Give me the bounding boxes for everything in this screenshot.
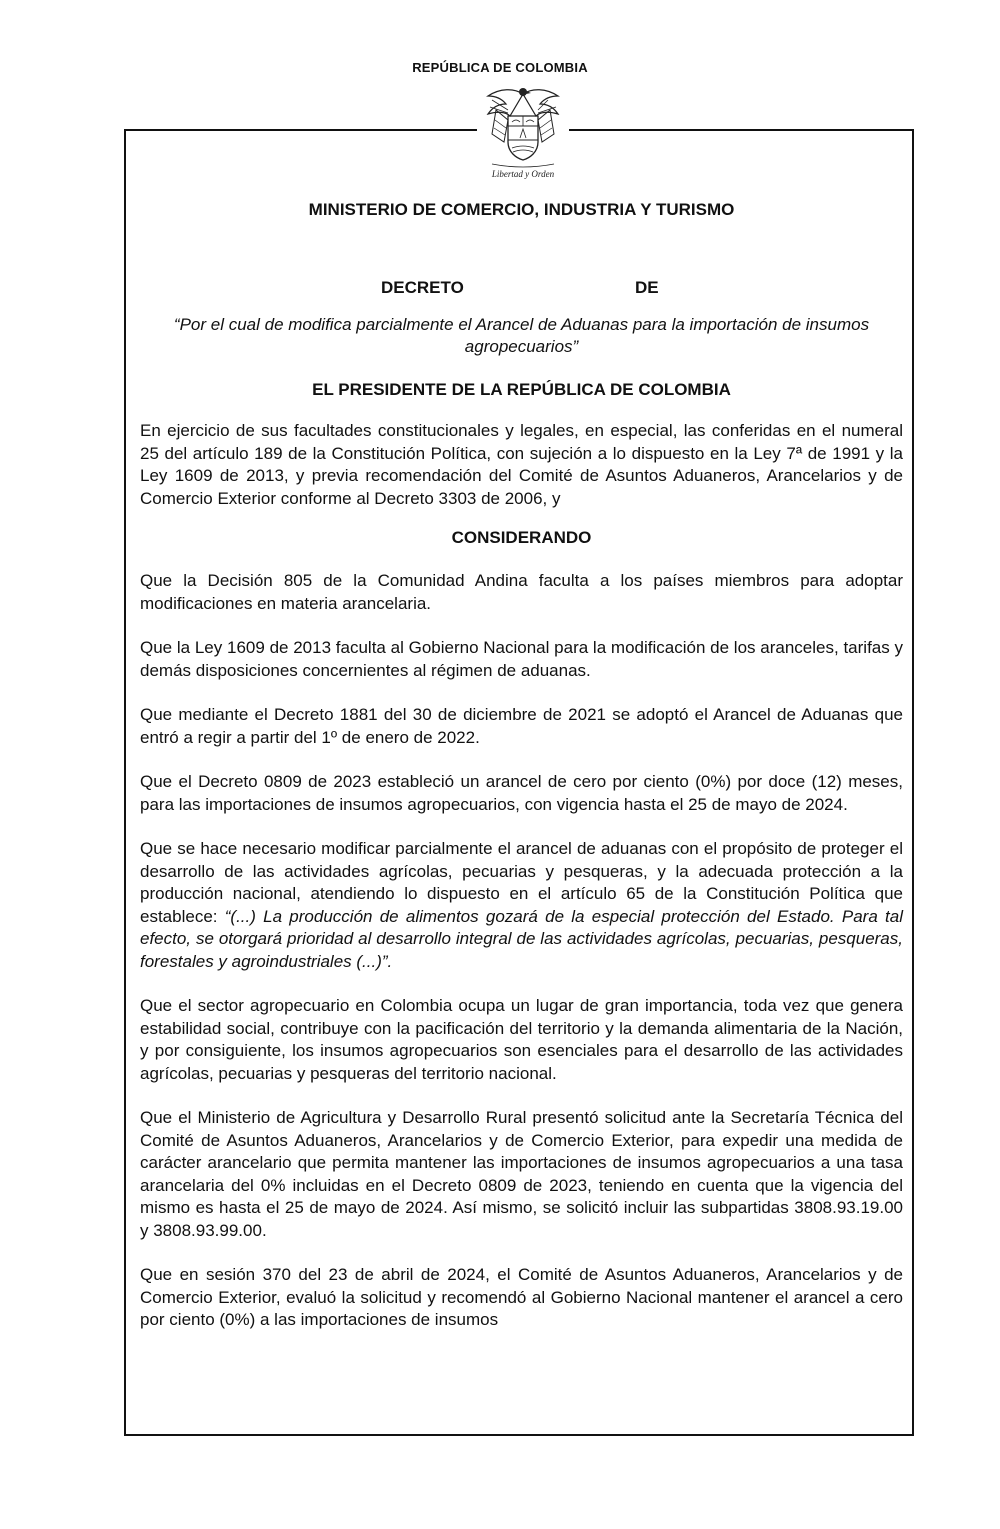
coat-of-arms-seal	[478, 80, 568, 184]
considerando-paragraph-4: Que el Decreto 0809 de 2023 estableció un arancel de cero por ciento (0%) por doce (12) meses, para las importaciones de insumos agropecuarios, con vigencia hasta el 25 de mayo de 2024.	[140, 772, 903, 814]
president-heading: EL PRESIDENTE DE LA REPÚBLICA DE COLOMBIA	[312, 380, 731, 399]
seal-motto: Libertad y Orden	[491, 169, 555, 179]
decree-line	[140, 278, 903, 300]
considerando-5-text: Que se hace necesario modificar parcialmente el arancel de aduanas con el propósito de proteger el desarrollo de las actividades agrícolas, pecuarias y pesqueras, y la adecuada protección a la producción nacional, atendiendo lo dispuesto en el artículo 65 de la Constitución Política que establece:	[140, 839, 903, 926]
considerando-paragraph-3: Que mediante el Decreto 1881 del 30 de diciembre de 2021 se adoptó el Arancel de Aduanas que entró a regir a partir del 1º de enero de 2022.	[140, 705, 903, 747]
considerando-paragraph-8: Que en sesión 370 del 23 de abril de 2024, el Comité de Asuntos Aduaneros, Arancelarios y de Comercio Exterior, evaluó la solicitud y recomendó al Gobierno Nacional mantener el arancel a cero por ciento (0%) a las importaciones de insumos	[140, 1265, 903, 1329]
considerando-heading: CONSIDERANDO	[451, 528, 592, 547]
document-body	[140, 200, 903, 1332]
decree-label: DECRETO	[381, 278, 464, 297]
considerando-paragraph-5	[140, 838, 903, 973]
decree-de: DE	[635, 278, 659, 297]
intro-paragraph: En ejercicio de sus facultades constitucionales y legales, en especial, las conferidas en el numeral 25 del artículo 189 de la Constitución Política, con sujeción a lo dispuesto en la Ley 7ª de 1991 y la Ley 1609 de 2013, y previa recomendación del Comité de Asuntos Aduaneros, Arancelarios y de Comercio Exterior conforme al Decreto 3303 de 2006, y	[140, 421, 903, 508]
constitution-quote: “(...) La producción de alimentos gozará de la especial protección del Estado. Para tal efecto, se otorgará prioridad al desarrollo integral de las actividades agrícolas, pecuarias, pesqueras, forestales y agroindustriales (...)”.	[140, 906, 903, 971]
considerando-paragraph-7: Que el Ministerio de Agricultura y Desarrollo Rural presentó solicitud ante la Secretaría Técnica del Comité de Asuntos Aduaneros, Arancelarios y de Comercio Exterior, para expedir una medida de carácter arancelario que permita mantener las importaciones de insumos agropecuarios a una tasa arancelaria del 0% incluidas en el Decreto 0809 de 2023, teniendo en cuenta que la vigencia del mismo es hasta el 25 de mayo de 2024. Así mismo, se solicitó incluir las subpartidas 3808.93.19.00 y 3808.93.99.00.	[140, 1108, 903, 1240]
decree-subtitle: “Por el cual de modifica parcialmente el Arancel de Aduanas para la importación de insumos agropecuarios”	[173, 315, 870, 356]
country-header: REPÚBLICA DE COLOMBIA	[412, 60, 588, 75]
considerando-paragraph-2: Que la Ley 1609 de 2013 faculta al Gobierno Nacional para la modificación de los aranceles, tarifas y demás disposiciones concernientes al régimen de aduanas.	[140, 638, 903, 680]
coat-of-arms-icon	[478, 80, 568, 184]
ministry-title: MINISTERIO DE COMERCIO, INDUSTRIA Y TURISMO	[308, 200, 735, 219]
considerando-paragraph-1: Que la Decisión 805 de la Comunidad Andina faculta a los países miembros para adoptar modificaciones en materia arancelaria.	[140, 571, 903, 613]
considerando-paragraph-6: Que el sector agropecuario en Colombia ocupa un lugar de gran importancia, toda vez que genera estabilidad social, contribuye con la pacificación del territorio y la demanda alimentaria de la Nación, y por consiguiente, los insumos agropecuarios son esenciales para el desarrollo de las actividades agrícolas, pecuarias y pesqueras del territorio nacional.	[140, 996, 903, 1083]
